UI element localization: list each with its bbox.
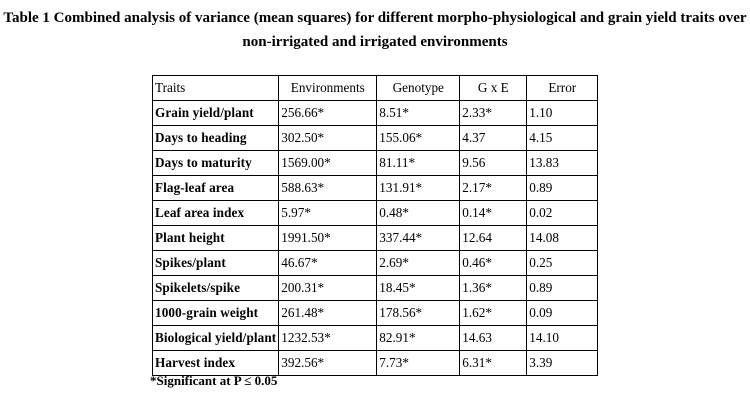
gxe-cell: 2.17* (460, 176, 527, 201)
table-row (153, 126, 598, 151)
gxe-cell: 2.33* (460, 101, 527, 126)
environments-cell: 200.31* (279, 276, 377, 301)
header-gxe: G x E (460, 76, 527, 101)
header-error: Error (527, 76, 598, 101)
genotype-cell: 0.48* (377, 201, 460, 226)
error-cell: 13.83 (527, 151, 598, 176)
table-row (153, 201, 598, 226)
table-header-row (153, 76, 598, 101)
genotype-cell: 155.06* (377, 126, 460, 151)
header-traits: Traits (153, 76, 279, 101)
error-cell: 14.08 (527, 226, 598, 251)
environments-cell: 1991.50* (279, 226, 377, 251)
gxe-cell: 14.63 (460, 326, 527, 351)
caption-line-1: Table 1 Combined analysis of variance (mean squares) for different morpho-physiological and grain yield traits over (3, 10, 747, 26)
table-row (153, 251, 598, 276)
environments-cell: 46.67* (279, 251, 377, 276)
gxe-cell: 4.37 (460, 126, 527, 151)
header-genotype: Genotype (377, 76, 460, 101)
trait-cell: Biological yield/plant (153, 326, 279, 351)
gxe-cell: 6.31* (460, 351, 527, 376)
gxe-cell: 12.64 (460, 226, 527, 251)
anova-table (152, 75, 598, 376)
footnote: *Significant at P ≤ 0.05 (150, 373, 278, 388)
genotype-cell: 82.91* (377, 326, 460, 351)
table-row (153, 151, 598, 176)
error-cell: 3.39 (527, 351, 598, 376)
environments-cell: 1569.00* (279, 151, 377, 176)
trait-cell: Spikelets/spike (153, 276, 279, 301)
genotype-cell: 18.45* (377, 276, 460, 301)
environments-cell: 5.97* (279, 201, 377, 226)
trait-cell: Days to heading (153, 126, 279, 151)
environments-cell: 588.63* (279, 176, 377, 201)
trait-cell: Days to maturity (153, 151, 279, 176)
environments-cell: 256.66* (279, 101, 377, 126)
error-cell: 0.89 (527, 176, 598, 201)
environments-cell: 302.50* (279, 126, 377, 151)
table-row (153, 176, 598, 201)
environments-cell: 261.48* (279, 301, 377, 326)
trait-cell: Harvest index (153, 351, 279, 376)
gxe-cell: 9.56 (460, 151, 527, 176)
genotype-cell: 2.69* (377, 251, 460, 276)
gxe-cell: 1.36* (460, 276, 527, 301)
caption-line-2: non-irrigated and irrigated environments (242, 34, 508, 50)
error-cell: 14.10 (527, 326, 598, 351)
error-cell: 0.09 (527, 301, 598, 326)
gxe-cell: 0.14* (460, 201, 527, 226)
trait-cell: 1000-grain weight (153, 301, 279, 326)
table-row (153, 101, 598, 126)
trait-cell: Flag-leaf area (153, 176, 279, 201)
genotype-cell: 7.73* (377, 351, 460, 376)
environments-cell: 392.56* (279, 351, 377, 376)
trait-cell: Grain yield/plant (153, 101, 279, 126)
table-row (153, 301, 598, 326)
table-caption (0, 6, 750, 54)
error-cell: 4.15 (527, 126, 598, 151)
table-row (153, 326, 598, 351)
header-environments: Environments (279, 76, 377, 101)
genotype-cell: 81.11* (377, 151, 460, 176)
gxe-cell: 0.46* (460, 251, 527, 276)
trait-cell: Plant height (153, 226, 279, 251)
genotype-cell: 178.56* (377, 301, 460, 326)
genotype-cell: 337.44* (377, 226, 460, 251)
table-row (153, 351, 598, 376)
table-row (153, 276, 598, 301)
trait-cell: Spikes/plant (153, 251, 279, 276)
table-row (153, 226, 598, 251)
environments-cell: 1232.53* (279, 326, 377, 351)
error-cell: 1.10 (527, 101, 598, 126)
trait-cell: Leaf area index (153, 201, 279, 226)
genotype-cell: 8.51* (377, 101, 460, 126)
gxe-cell: 1.62* (460, 301, 527, 326)
error-cell: 0.89 (527, 276, 598, 301)
error-cell: 0.25 (527, 251, 598, 276)
genotype-cell: 131.91* (377, 176, 460, 201)
error-cell: 0.02 (527, 201, 598, 226)
